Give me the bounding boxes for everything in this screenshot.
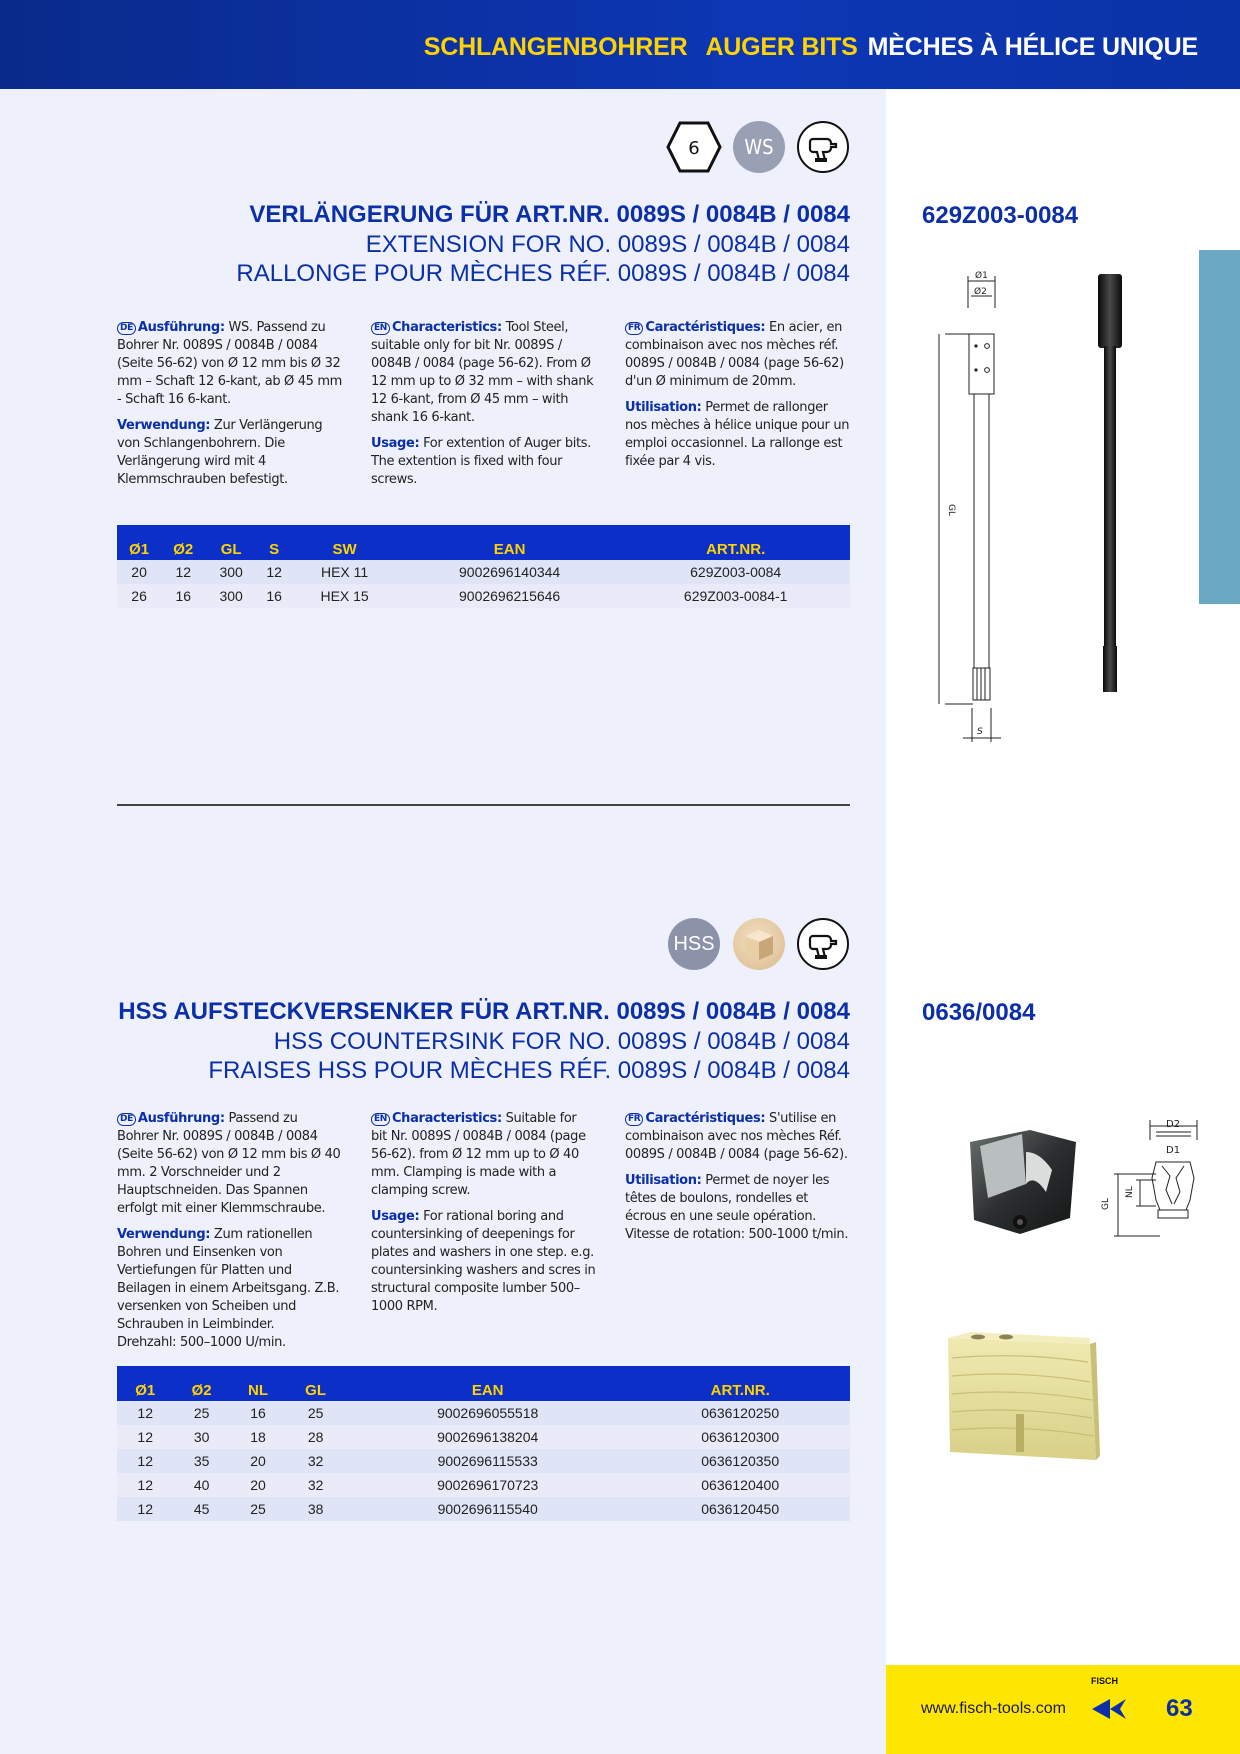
lang-badge-de: DE	[117, 322, 136, 335]
text-vitesse: Vitesse de rotation: 500-1000 t/min.	[625, 1227, 849, 1242]
page-header	[0, 0, 1240, 89]
table-header-row	[117, 525, 850, 560]
table-cell: 12	[161, 560, 205, 584]
table-cell: HEX 15	[291, 584, 398, 608]
table-cell: 25	[286, 1401, 345, 1425]
table-cell: 16	[257, 584, 291, 608]
text-usage: For extention of Auger bits. The extention is fixed with four screws.	[371, 436, 591, 487]
product1-title-block	[236, 200, 850, 288]
text-ausfuehrung: Passend zu Bohrer Nr. 0089S / 0084B / 0084 (Seite 56-62) von Ø 12 mm bis Ø 40 mm. 2 Vorschneider und 2 Hauptschneiden. Das Spannen erfolgt mit einer Klemmschraube.	[117, 1111, 341, 1216]
table-cell: 9002696138204	[345, 1425, 630, 1449]
text-characteristics: Tool Steel, suitable only for bit Nr. 0089S / 0084B / 0084 (page 56-62). From Ø 12 mm up to Ø 32 mm – with shank 12 6-kant, from Ø 45 mm – with shank 16 6-kant.	[371, 320, 594, 425]
section-divider	[117, 804, 850, 806]
drawing-label-d2: Ø2	[974, 287, 987, 297]
table-header-cell: GL	[205, 525, 257, 560]
lang-badge-fr: FR	[625, 322, 643, 335]
drawing-label-d2: D2	[1166, 1119, 1181, 1130]
table-header-cell: S	[257, 525, 291, 560]
section-tab-marker	[1199, 250, 1240, 604]
table-cell: 38	[286, 1497, 345, 1521]
product1-title-en: EXTENSION FOR NO. 0089S / 0084B / 0084	[365, 231, 850, 258]
table-cell: 12	[117, 1497, 173, 1521]
ws-label: WS	[744, 135, 774, 159]
product2-desc-en	[371, 1110, 596, 1324]
table-cell: 9002696055518	[345, 1401, 630, 1425]
table-cell: 25	[230, 1497, 286, 1521]
table-cell: 40	[173, 1473, 229, 1497]
text-verwendung: Zum rationellen Bohren und Einsenken von Vertiefungen für Platten und Beilagen in einem Arbeitsgang. Z.B. versenken von Scheiben und Schrauben in Leimbinder.	[117, 1227, 340, 1332]
table-cell: 9002696170723	[345, 1473, 630, 1497]
table-cell: 0636120450	[630, 1497, 850, 1521]
product1-spec-table	[117, 525, 850, 608]
table-cell: 0636120250	[630, 1401, 850, 1425]
countersink-technical-drawing	[1100, 1118, 1210, 1248]
text-usage: For rational boring and countersinking of deepenings for plates and washers in one step. e.g. countersinking washers and scres in structural composite lumber 500–1000 RPM.	[371, 1209, 596, 1314]
table-row	[117, 560, 850, 584]
table-cell: 35	[173, 1449, 229, 1473]
table-row	[117, 1497, 850, 1521]
table-cell: 12	[117, 1449, 173, 1473]
header-titles	[406, 33, 1198, 62]
product1-title-fr: RALLONGE POUR MÈCHES RÉF. 0089S / 0084B / 0084	[236, 260, 850, 287]
lang-badge-fr: FR	[625, 1113, 643, 1126]
hex-label: 6	[688, 138, 700, 159]
extension-technical-drawing	[925, 268, 1025, 746]
text-utilisation: Permet de noyer les têtes de boulons, rondelles et écrous en une seule opération.	[625, 1173, 830, 1224]
footer-brand-text: FISCH	[1091, 1676, 1118, 1686]
text-drehzahl: Drehzahl: 500–1000 U/min.	[117, 1335, 286, 1350]
table-row	[117, 1425, 850, 1449]
page-number: 63	[1166, 1695, 1193, 1722]
product2-desc-fr	[625, 1110, 850, 1252]
table-cell: 26	[117, 584, 161, 608]
table-cell: 18	[230, 1425, 286, 1449]
table-cell: 20	[117, 560, 161, 584]
table-row	[117, 1449, 850, 1473]
product2-spec-table	[117, 1366, 850, 1521]
text-verwendung: Zur Verlängerung von Schlangenbohrern. Die Verlängerung wird mit 4 Klemmschrauben befestigt.	[117, 418, 323, 487]
table-cell: 16	[161, 584, 205, 608]
table-cell: 45	[173, 1497, 229, 1521]
table-header-cell: EAN	[345, 1366, 630, 1401]
ws-steel-icon	[733, 121, 785, 173]
table-cell: 20	[230, 1449, 286, 1473]
text-utilisation: Permet de rallonger nos mèches à hélice unique pour un emploi occasionnel. La rallonge est fixée par 4 vis.	[625, 400, 850, 469]
table-cell: HEX 11	[291, 560, 398, 584]
drawing-label-d1: Ø1	[975, 271, 988, 281]
label-verwendung: Verwendung:	[117, 418, 211, 433]
table-cell: 32	[286, 1449, 345, 1473]
text-caracteristiques: S'utilise en combinaison avec nos mèches Réf. 0089S / 0084B / 0084 (page 56-62).	[625, 1111, 848, 1162]
drawing-label-gl: GL	[946, 504, 956, 516]
table-cell: 9002696115533	[345, 1449, 630, 1473]
label-caracteristiques: Caractéristiques:	[645, 1111, 766, 1126]
header-title-en: AUGER BITS	[705, 33, 858, 61]
product2-desc-de	[117, 1110, 342, 1360]
table-cell: 629Z003-0084	[621, 560, 850, 584]
label-characteristics: Characteristics:	[391, 1111, 502, 1126]
product1-art-number: 629Z003-0084	[922, 202, 1079, 229]
product2-title-fr: FRAISES HSS POUR MÈCHES RÉF. 0089S / 0084B / 0084	[208, 1057, 850, 1084]
table-cell: 16	[230, 1401, 286, 1425]
drawing-label-d1: D1	[1166, 1145, 1181, 1156]
table-cell: 32	[286, 1473, 345, 1497]
table-header-cell: Ø2	[161, 525, 205, 560]
table-header-cell: GL	[286, 1366, 345, 1401]
table-cell: 28	[286, 1425, 345, 1449]
product1-desc-fr	[625, 319, 850, 479]
table-cell: 12	[257, 560, 291, 584]
drill-machine-icon	[797, 121, 849, 173]
wood-block-photo	[940, 1330, 1102, 1470]
table-cell: 629Z003-0084-1	[621, 584, 850, 608]
footer-website-link[interactable]: www.fisch-tools.com	[921, 1700, 1066, 1717]
table-cell: 300	[205, 560, 257, 584]
hexagon-shank-icon	[666, 121, 722, 173]
header-title-fr: MÈCHES À HÉLICE UNIQUE	[867, 33, 1198, 61]
table-header-cell: Ø2	[173, 1366, 229, 1401]
label-ausfuehrung: Ausführung:	[137, 320, 225, 335]
drawing-label-gl: GL	[1101, 1198, 1111, 1210]
table-header-cell: Ø1	[117, 1366, 173, 1401]
table-header-row	[117, 1366, 850, 1401]
table-cell: 9002696140344	[398, 560, 622, 584]
table-header-cell: NL	[230, 1366, 286, 1401]
drawing-label-nl: NL	[1125, 1186, 1135, 1198]
label-verwendung: Verwendung:	[117, 1227, 211, 1242]
drawing-label-s: S	[977, 727, 983, 737]
table-cell: 12	[117, 1425, 173, 1449]
lang-badge-en: EN	[371, 1113, 390, 1126]
table-row	[117, 1401, 850, 1425]
drill-machine-icon	[797, 918, 849, 970]
hss-label: HSS	[673, 932, 715, 955]
label-utilisation: Utilisation:	[625, 1173, 702, 1188]
table-header-cell: SW	[291, 525, 398, 560]
label-usage: Usage:	[371, 1209, 420, 1224]
table-header-cell: ART.NR.	[621, 525, 850, 560]
table-cell: 0636120400	[630, 1473, 850, 1497]
product2-title-en: HSS COUNTERSINK FOR NO. 0089S / 0084B / 0084	[273, 1028, 850, 1055]
table-cell: 9002696215646	[398, 584, 622, 608]
product1-desc-de	[117, 319, 342, 497]
product2-title-block	[118, 997, 850, 1085]
table-header-cell: Ø1	[117, 525, 161, 560]
label-caracteristiques: Caractéristiques:	[645, 320, 766, 335]
text-caracteristiques: En acier, en combinaison avec nos mèches réf. 0089S / 0084B / 0084 (page 56-62) d'un Ø minimum de 20mm.	[625, 320, 844, 389]
table-cell: 0636120300	[630, 1425, 850, 1449]
page-footer	[886, 1665, 1240, 1754]
extension-rod-photo	[1090, 270, 1130, 696]
table-row	[117, 1473, 850, 1497]
label-characteristics: Characteristics:	[391, 320, 502, 335]
product2-title-de: HSS AUFSTECKVERSENKER FÜR ART.NR. 0089S / 0084B / 0084	[118, 998, 850, 1025]
table-cell: 0636120350	[630, 1449, 850, 1473]
header-title-de: SCHLANGENBOHRER	[423, 33, 688, 61]
fisch-logo-icon	[1090, 1689, 1130, 1729]
label-utilisation: Utilisation:	[625, 400, 702, 415]
table-header-cell: ART.NR.	[630, 1366, 850, 1401]
table-header-cell: EAN	[398, 525, 622, 560]
table-cell: 9002696115540	[345, 1497, 630, 1521]
table-cell: 300	[205, 584, 257, 608]
lang-badge-en: EN	[371, 322, 390, 335]
table-cell: 12	[117, 1473, 173, 1497]
text-characteristics: Suitable for bit Nr. 0089S / 0084B / 0084 (page 56-62). from Ø 12 mm up to Ø 40 mm. Clamping is made with a clamping screw.	[371, 1111, 586, 1198]
product2-art-number: 0636/0084	[922, 999, 1036, 1026]
hss-icon	[668, 918, 720, 970]
product1-desc-en	[371, 319, 596, 497]
label-usage: Usage:	[371, 436, 420, 451]
text-ausfuehrung: WS. Passend zu Bohrer Nr. 0089S / 0084B / 0084 (Seite 56-62) von Ø 12 mm bis Ø 32 mm – Schaft 12 6-kant, ab Ø 45 mm - Schaft 16 6-kant.	[117, 320, 342, 407]
label-ausfuehrung: Ausführung:	[137, 1111, 225, 1126]
table-cell: 12	[117, 1401, 173, 1425]
table-cell: 30	[173, 1425, 229, 1449]
countersink-photo	[960, 1112, 1080, 1240]
wood-icon	[733, 918, 785, 970]
lang-badge-de: DE	[117, 1113, 136, 1126]
table-cell: 20	[230, 1473, 286, 1497]
table-cell: 25	[173, 1401, 229, 1425]
product1-title-de: VERLÄNGERUNG FÜR ART.NR. 0089S / 0084B / 0084	[249, 201, 850, 228]
table-row	[117, 584, 850, 608]
